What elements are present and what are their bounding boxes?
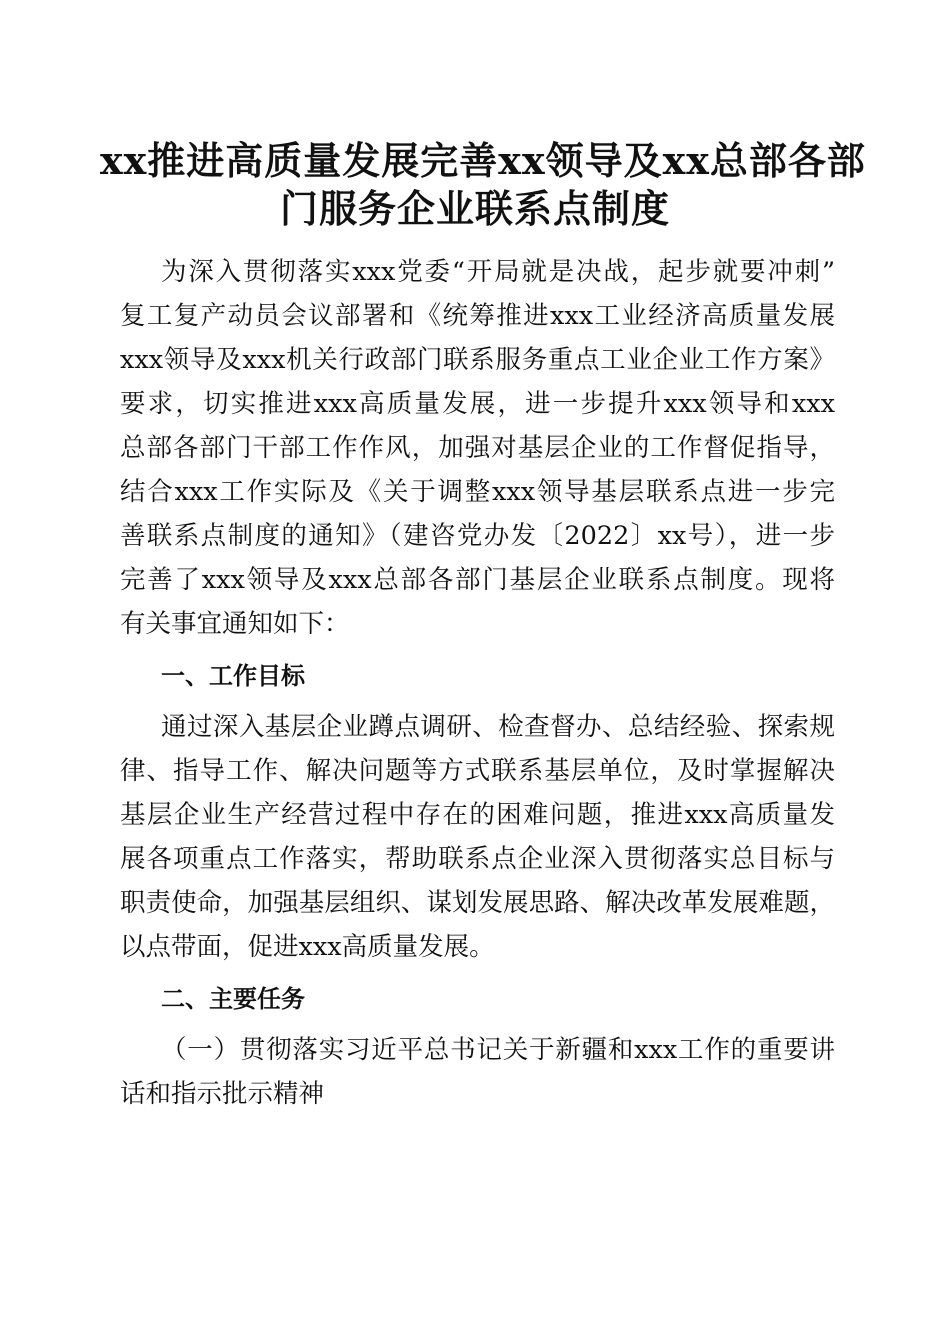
goals-line: 以点带面，促进xxx高质量发展。 — [120, 932, 495, 962]
intro-line: 结合xxx工作实际及《关于调整xxx领导基层联系点进一步完 — [120, 477, 835, 507]
goals-line: 展各项重点工作落实，帮助联系点企业深入贯彻落实总目标与 — [120, 844, 835, 874]
intro-line: 为深入贯彻落实xxx党委“开局就是决战，起步就要冲刺” — [161, 257, 835, 287]
intro-line: 完善了xxx领导及xxx总部各部门基层企业联系点制度。现将 — [120, 565, 835, 595]
goals-line: 基层企业生产经营过程中存在的困难问题，推进xxx高质量发 — [120, 800, 835, 830]
intro-line: 复工复产动员会议部署和《统筹推进xxx工业经济高质量发展 — [120, 301, 835, 331]
task-subheading-line: （一）贯彻落实习近平总书记关于新疆和xxx工作的重要讲 — [161, 1035, 835, 1065]
goals-line: 律、指导工作、解决问题等方式联系基层单位，及时掌握解决 — [120, 756, 835, 786]
document-title-line-1: xx推进高质量发展完善xx领导及xx总部各部 — [100, 138, 866, 183]
goals-line: 职责使命，加强基层组织、谋划发展思路、解决改革发展难题， — [120, 888, 835, 918]
intro-line: xxx领导及xxx机关行政部门联系服务重点工业企业工作方案》 — [120, 345, 835, 375]
section-heading-tasks: 二、主要任务 — [161, 985, 305, 1013]
document-title-line-2: 门服务企业联系点制度 — [279, 186, 670, 231]
intro-line: 善联系点制度的通知》（建咨党办发〔2022〕xx号），进一步 — [120, 521, 835, 551]
intro-line: 总部各部门干部工作作风，加强对基层企业的工作督促指导， — [120, 433, 835, 463]
section-heading-goals: 一、工作目标 — [161, 662, 305, 690]
goals-line: 通过深入基层企业蹲点调研、检查督办、总结经验、探索规 — [161, 712, 835, 742]
task-subheading-line: 话和指示批示精神 — [120, 1079, 325, 1109]
intro-line: 要求，切实推进xxx高质量发展，进一步提升xxx领导和xxx — [120, 389, 835, 419]
intro-line: 有关事宜通知如下： — [120, 609, 350, 639]
